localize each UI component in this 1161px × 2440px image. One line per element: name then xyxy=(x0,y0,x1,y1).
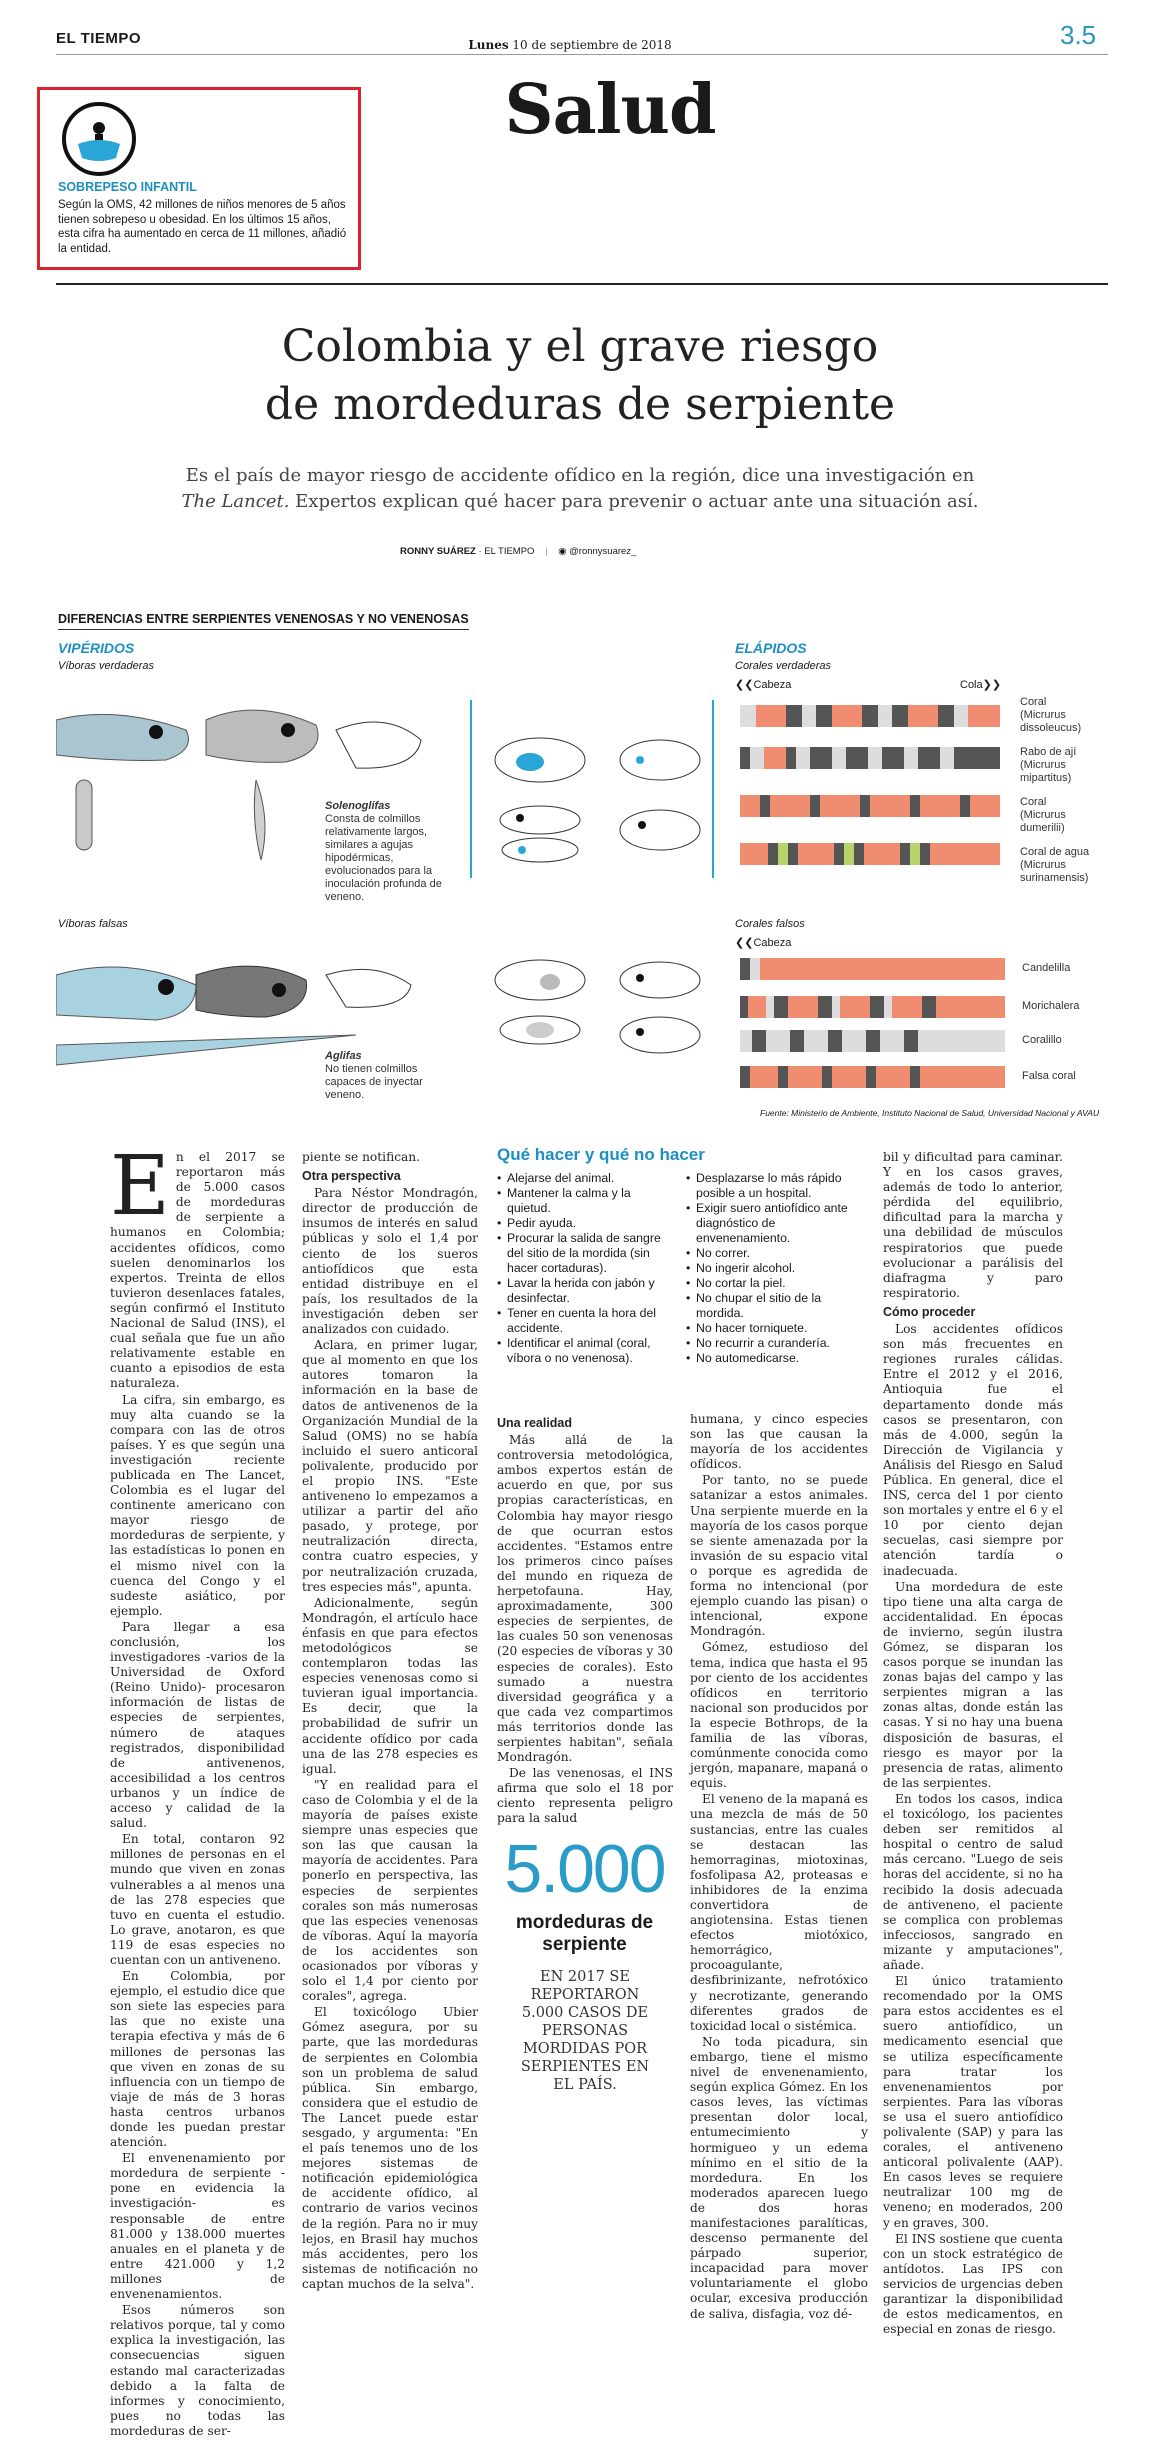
corales-verdaderas-label: Corales verdaderas xyxy=(735,660,831,672)
lead xyxy=(130,463,1030,515)
drop-cap: E xyxy=(110,1139,170,1234)
headline xyxy=(100,318,1060,434)
do-item: • Alejarse del animal. xyxy=(497,1171,672,1186)
article-column-5 xyxy=(883,1150,1063,2338)
col4-p2: Gómez, estudioso del tema, indica que hasta el 95 por ciento de los accidentes ofídicos en territorio nacional son producidos por la especie Bothrops, de la familia de las víboras, comúnmente conocida como jergón, mapanare, mapaná o equis. xyxy=(690,1640,868,1791)
article-column-4 xyxy=(690,1412,868,2323)
child-mask-icon xyxy=(62,102,136,176)
masthead-divider xyxy=(56,54,1108,55)
date-rest: 10 de septiembre de 2018 xyxy=(508,38,672,52)
dont-item: • No ingerir alcohol. xyxy=(686,1261,856,1276)
do-item: • Lavar la herida con jabón y desinfectar. xyxy=(497,1276,672,1306)
headline-line-1: Colombia y el grave riesgo xyxy=(281,321,879,372)
stat-number: 5.000 xyxy=(504,1831,665,1907)
col5-p3: En todos los casos, indica el toxicólogo, los pacientes deben ser remitidos al hospital o centro de salud más cercano. "Luego de seis horas del accidente, si no ha recibido la dosis adecuada de antiveneno, el paciente se complica con problemas infecciosos, sangrado en mizante y amputaciones", añade. xyxy=(883,1791,1063,1972)
do-item: • Tener en cuenta la hora del accidente. xyxy=(497,1306,672,1336)
do-item: • Procurar la salida de sangre del sitio de la mordida (sin hacer cortaduras). xyxy=(497,1231,672,1276)
article-column-1 xyxy=(110,1139,285,2440)
article-column-2 xyxy=(302,1150,478,2293)
do-item: • Identificar el animal (coral, víbora o no venenosa). xyxy=(497,1336,672,1366)
dont-item: • No correr. xyxy=(686,1246,856,1261)
coral-head-views xyxy=(600,720,710,870)
byline-author: RONNY SUÁREZ xyxy=(400,546,476,557)
do-item: • Mantener la calma y la quietud. xyxy=(497,1186,672,1216)
true-coral-4-latin: (Micrurus surinamensis) xyxy=(1020,859,1089,884)
col2-p3: Adicionalmente, según Mondragón, el artículo hace énfasis en que para efectos metodológicos se contemplaron todas las especies venenosas como si tuvieran igual importancia. Es decir, que la probabilidad de sufrir un accidente ofídico por cada una de las 278 especies es igual. xyxy=(302,1595,478,1776)
col1-p6: El envenenamiento por mordedura de serpiente -pone en evidencia la investigación- es responsable de entre 81.000 y 138.000 muertes anuales en el planeta y de entre 421.000 y 1,2 millones de envenenamientos. xyxy=(110,2151,285,2302)
promo-text: Según la OMS, 42 millones de niños menores de 5 años tienen sobrepeso u obesidad. En los últimos 15 años, esta cifra ha aumentado en cerca de 11 millones, añadió la entidad. xyxy=(58,199,347,255)
corales-falsos-label: Corales falsos xyxy=(735,918,805,930)
headline-line-2: de mordeduras de serpiente xyxy=(264,379,896,430)
col5-p4: El único tratamiento recomendado por la OMS para estos accidentes es el suero antiofídico, un medicamento esencial que se utiliza específicamente para tratar los envenenamientos por serpientes. Para las víboras se usa el suero antiofídico polivalente (SAP) y para las corales, el antiveneno anticoral polivalente (AAP). En casos leves se requiere neutralizar 100 mg de veneno; en moderados, 200 y en graves, 300. xyxy=(883,1974,1063,2230)
dont-item: • No chupar el sitio de la mordida. xyxy=(686,1291,856,1321)
dont-list xyxy=(686,1171,856,1366)
col4-p1: Por tanto, no se puede satanizar a estos animales. Una serpiente muerde en la mayoría de los casos porque se siente amenazada por la invasión de su espacio vital o porque es agredida de forma no intencional (por ejemplo cuando las pisan) o intencional, expone Mondragón. xyxy=(690,1473,868,1639)
col5-p2: Una mordedura de este tipo tiene una alta carga de accidentalidad. En épocas de invierno, según ilustra Gómez, se disparan los casos porque se inundan las zonas bajas del campo y las serpientes migran a las zonas altas, donde están las casas. Y si no hay una buena disposición de basuras, el riesgo es mayor por la presencia de ratas, alimento de las serpientes. xyxy=(883,1579,1063,1790)
cabeza-label-1: ❮❮Cabeza xyxy=(735,679,792,691)
col5-subhead: Cómo proceder xyxy=(883,1304,976,1319)
col1-p4: En total, contaron 92 millones de personas en el mundo que viven en zonas vulnerables a al menos una de las 278 especies que tuvo en cuenta el estudio. Lo grave, anotaron, es que 119 de esas especies no cuentan con un antiveneno. xyxy=(110,1832,285,1967)
newspaper-logo: EL TIEMPO xyxy=(56,30,142,47)
promo-box[interactable] xyxy=(37,87,361,270)
true-coral-1-latin: (Micrurus dissoleucus) xyxy=(1020,709,1082,734)
byline xyxy=(400,546,800,557)
cabeza-label-2: ❮❮Cabeza xyxy=(735,937,792,949)
true-coral-3-name: Coral xyxy=(1020,796,1047,808)
coral-strip-2 xyxy=(740,747,1000,769)
dont-item: • Exigir suero antiofídico ante diagnóstico de envenenamiento. xyxy=(686,1201,856,1246)
article-column-3 xyxy=(497,1412,673,1828)
viperidos-label: VIPÉRIDOS xyxy=(58,640,135,656)
what-to-do-title: Qué hacer y qué no hacer xyxy=(497,1145,705,1164)
do-list xyxy=(497,1171,672,1366)
false-coral-strip-2 xyxy=(740,996,1005,1018)
col4-p4: No toda picadura, sin embargo, tiene el mismo nivel de envenenamiento, según explica Gómez. En los casos leves, las víctimas presentan dolor local, entumecimiento y hormigueo y un edema mínimo en el sitio de la mordedura. En los moderados aparecen luego de dos horas manifestaciones paralíticas, descenso permanente del párpado superior, incapacidad para mover voluntariamente el globo ocular, excesiva producción de saliva, disfagia, voz dé- xyxy=(690,2034,868,2321)
true-coral-2 xyxy=(1020,746,1100,785)
coral-strip-1 xyxy=(740,705,1000,727)
true-coral-3-latin: (Micrurus dumerilii) xyxy=(1020,809,1066,834)
viper-bracket xyxy=(470,700,472,878)
lead-text-1: Es el país de mayor riesgo de accidente ofídico en la región, dice una investigación en xyxy=(185,465,975,486)
true-coral-4-name: Coral de agua xyxy=(1020,846,1090,858)
what-to-do-box xyxy=(497,1145,857,1366)
false-coral-strip-4 xyxy=(740,1066,1005,1088)
byline-outlet: · EL TIEMPO xyxy=(475,546,535,557)
section-title: Salud xyxy=(504,70,716,150)
false-head-views xyxy=(480,950,720,1100)
col5-p0: bil y dificultad para caminar. Y en los casos graves, además de todo lo anterior, pérdida del equilibrio, dificultad para la marcha y una debilidad de músculos respiratorios que puede evolucionar a parálisis del diafragma y paro respiratorio. xyxy=(883,1150,1063,1300)
col4-p3: El veneno de la mapaná es una mezcla de más de 50 sustancias, entre las cuales se destacan las hemorraginas, miotoxinas, fosfolipasa A2, proteasas e inhibidores de la enzima convertidora de angiotensina. Estas tienen efectos miotóxico, hemorrágico, procoagulante, desfibrinizante, nefrotóxico y necrotizante, generando diferentes grados de toxicidad local o sistémica. xyxy=(690,1792,868,2033)
cola-text-1: Cola xyxy=(960,679,983,691)
coral-bracket xyxy=(712,700,714,878)
col5-p5: El INS sostiene que cuenta con un stock estratégico de antídotos. Las IPS con servicios de urgencias deben garantizar la disponibilidad de estos medicamentos, en especial en zonas de riesgo. xyxy=(883,2231,1063,2337)
promo-title: SOBREPESO INFANTIL xyxy=(58,180,197,194)
col1-p7: Esos números son relativos porque, tal y como explica la investigación, las consecuencias siguen estando mal caracterizadas debido a la falta de informes y conocimiento, pues no todas las mordeduras de ser- xyxy=(110,2303,285,2438)
issue-date xyxy=(440,38,700,52)
col2-p1: Para Néstor Mondragón, director de producción de insumos de interés en salud públicas y solo el 1,4 por ciento de los sueros antiofídicos que esta entidad distribuye en el país, los resultados de la investigación deben ser analizados con cuidado. xyxy=(302,1186,478,1337)
solenoglifas-title: Solenoglifas xyxy=(325,800,391,812)
aglifas-title: Aglifas xyxy=(325,1050,362,1062)
dont-item: • No automedicarse. xyxy=(686,1351,856,1366)
col2-subhead: Otra perspectiva xyxy=(302,1169,401,1184)
infographic-source: Fuente: Ministerio de Ambiente, Instituto Nacional de Salud, Universidad Nacional y AVAU xyxy=(760,1108,1100,1118)
aglifas-box xyxy=(325,1050,445,1102)
date-day: Lunes xyxy=(468,38,509,52)
true-coral-1-name: Coral xyxy=(1020,696,1047,708)
cola-label-1: Cola❯❯ xyxy=(960,679,1002,691)
dont-item: • No recurrir a curandería. xyxy=(686,1336,856,1351)
viboras-verdaderas-label: Víboras verdaderas xyxy=(58,660,154,672)
do-item: • Pedir ayuda. xyxy=(497,1216,672,1231)
col2-p2: Aclara, en primer lugar, que al momento en que los autores tomaron la información en la base de datos de antivenenos de la Organización Mundial de la Salud (OMS) no se había incluido el suero anticoral polivalente, producido por el propio INS. "Este antiveneno lo empezamos a utilizar a partir del año pasado, y protege, por neutralización directa, contra cuatro especies, y por neutralización cruzada, tres especies más", apunta. xyxy=(302,1338,478,1594)
col3-p1: Más allá de la controversia metodológica, ambos expertos están de acuerdo en que, por sus propias características, en Colombia hay mayor riesgo de que ocurran estos accidentes. "Estamos entre los primeros cinco países del mundo en riqueza de herpetofauna. Hay, aproximadamente, 300 especies de serpientes, de las cuales 50 son venenosas (20 especies de víboras y 30 especies de corales). Esto sumado a nuestra diversidad geográfica y a que cada vez compartimos más territorios donde las serpientes habitan", señala Mondragón. xyxy=(497,1433,673,1765)
col2-p5: El toxicólogo Ubier Gómez asegura, por su parte, que las mordeduras de serpientes en Colombia son un problema de salud pública. Sin embargo, considera que el estudio de The Lancet puede estar sesgado, y argumenta: "En el país tenemos uno de los mejores sistemas de notificación epidemiológica de accidente ofídico, al contrario de varios vecinos de la región. Para no ir muy lejos, en Brasil hay muchos más accidentes, pero los sistemas de notificación no captan muchos de la selva". xyxy=(302,2005,478,2291)
col3-p2: De las venenosas, el INS afirma que solo el 18 por ciento representa peligro para la salud xyxy=(497,1766,673,1826)
col5-p1: Los accidentes ofídicos son más frecuentes en regiones rurales cálidas. Entre el 2012 y el 2016, Antioquia fue el departamento donde más casos se presentaron, con más de 4.000, según la Dirección de Vigilancia y Análisis del Riesgo en Salud Pública. En general, dice el INS, cerca del 1 por ciento son mortales y entre el 6 y el 10 por ciento dejan secuelas, casi siempre por atención tardía o inadecuada. xyxy=(883,1322,1063,1578)
infographic-title: DIFERENCIAS ENTRE SERPIENTES VENENOSAS Y NO VENENOSAS xyxy=(58,612,469,630)
false-coral-strip-3 xyxy=(740,1030,1005,1052)
aglifas-text: No tienen colmillos capaces de inyectar veneno. xyxy=(325,1063,423,1101)
stat-caption: EN 2017 SE REPORTARON 5.000 CASOS DE PERSONAS MORDIDAS POR SERPIENTES EN EL PAÍS. xyxy=(520,1969,650,2093)
false-coral-2: Morichalera xyxy=(1022,1000,1080,1012)
dont-item: • No hacer torniquete. xyxy=(686,1321,856,1336)
col4-p0: humana, y cinco especies son las que causan la mayoría de los accidentes ofídicos. xyxy=(690,1412,868,1472)
stat-label: mordeduras de serpiente xyxy=(515,1912,654,1955)
elapidos-label: ELÁPIDOS xyxy=(735,640,807,656)
true-coral-3 xyxy=(1020,796,1100,835)
col2-p4: "Y en realidad para el caso de Colombia y el de la mayoría de países existe siempre unas especies que son las que causan la mayoría de accidentes. Para ponerlo en perspectiva, las especies de serpientes corales son más numerosas que las especies venenosas de víboras. Aquí la mayoría de los accidentes son ocasionados por víboras y solo el 1,4 por ciento por corales", agrega. xyxy=(302,1777,478,2004)
col2-p0: piente se notifican. xyxy=(302,1150,421,1164)
solenoglifas-box xyxy=(325,800,460,904)
byline-separator: | xyxy=(545,546,548,557)
byline-handle[interactable]: @ronnysuarez_ xyxy=(569,546,637,557)
dont-item: • No cortar la piel. xyxy=(686,1276,856,1291)
cabeza-text-1: Cabeza xyxy=(753,679,792,691)
col1-p5: En Colombia, por ejemplo, el estudio dice que son siete las especies para las que no existe una terapia efectiva y más de 6 millones de personas las que viven en zonas de su influencia con un tiempo de viaje de más de 3 horas hasta centros urbanos donde les puedan prestar atención. xyxy=(110,1969,285,2150)
page-number: 3.5 xyxy=(1060,20,1097,50)
true-coral-1 xyxy=(1020,696,1100,735)
coral-strip-3 xyxy=(740,795,1000,817)
false-coral-1: Candelilla xyxy=(1022,962,1071,974)
cabeza-text-2: Cabeza xyxy=(753,937,792,949)
true-coral-4 xyxy=(1020,846,1100,885)
dont-item: • Desplazarse lo más rápido posible a un hospital. xyxy=(686,1171,856,1201)
twitter-icon: ◉ xyxy=(558,546,567,557)
false-coral-strip-1 xyxy=(740,958,1005,980)
col3-subhead: Una realidad xyxy=(497,1416,573,1430)
coral-strip-4 xyxy=(740,843,1000,865)
lead-italic: The Lancet. xyxy=(181,491,290,512)
col1-p2: La cifra, sin embargo, es muy alta cuando se la compara con las de otros países. Y es que según una investigación reciente publicada en The Lancet, Colombia es el lugar del continente americano con mayor riesgo de mordeduras de serpiente, y las estadísticas lo ponen en el mismo nivel con la cuenca del Congo y el sudeste asiático, por ejemplo. xyxy=(110,1392,285,1618)
true-coral-2-name: Rabo de ají xyxy=(1020,746,1077,758)
solenoglifas-text: Consta de colmillos relativamente largos, similares a agujas hipodérmicas, evolucionados para la inoculación profunda de veneno. xyxy=(325,813,442,903)
section-rule xyxy=(56,283,1108,285)
lead-text-2: Expertos explican qué hacer para prevenir o actuar ante una situación así. xyxy=(289,491,979,512)
viboras-falsas-label: Víboras falsas xyxy=(58,918,128,930)
false-coral-4: Falsa coral xyxy=(1022,1070,1076,1082)
col1-p1: n el 2017 se reportaron más de 5.000 casos de mordeduras de serpiente a humanos en Colombia; accidentes ofídicos, como suelen denominarlos los expertos. Treinta de ellos tuvieron desenlaces fatales, según confirmó el Instituto Nacional de Salud (INS), el cual señala que fue un año relativamente estable en cuanto a episodios de esta naturaleza. xyxy=(110,1150,285,1391)
true-coral-2-latin: (Micrurus mipartitus) xyxy=(1020,759,1072,784)
false-coral-3: Coralillo xyxy=(1022,1034,1062,1046)
col1-p3: Para llegar a esa conclusión, los investigadores -varios de la Universidad de Oxford (Reino Unido)- procesaron información de listas de especies de serpientes, número de ataques registrados, disponibilidad de antivenenos, accesibilidad a los centros urbanos y un índice de acceso y calidad de la salud. xyxy=(110,1619,285,1831)
